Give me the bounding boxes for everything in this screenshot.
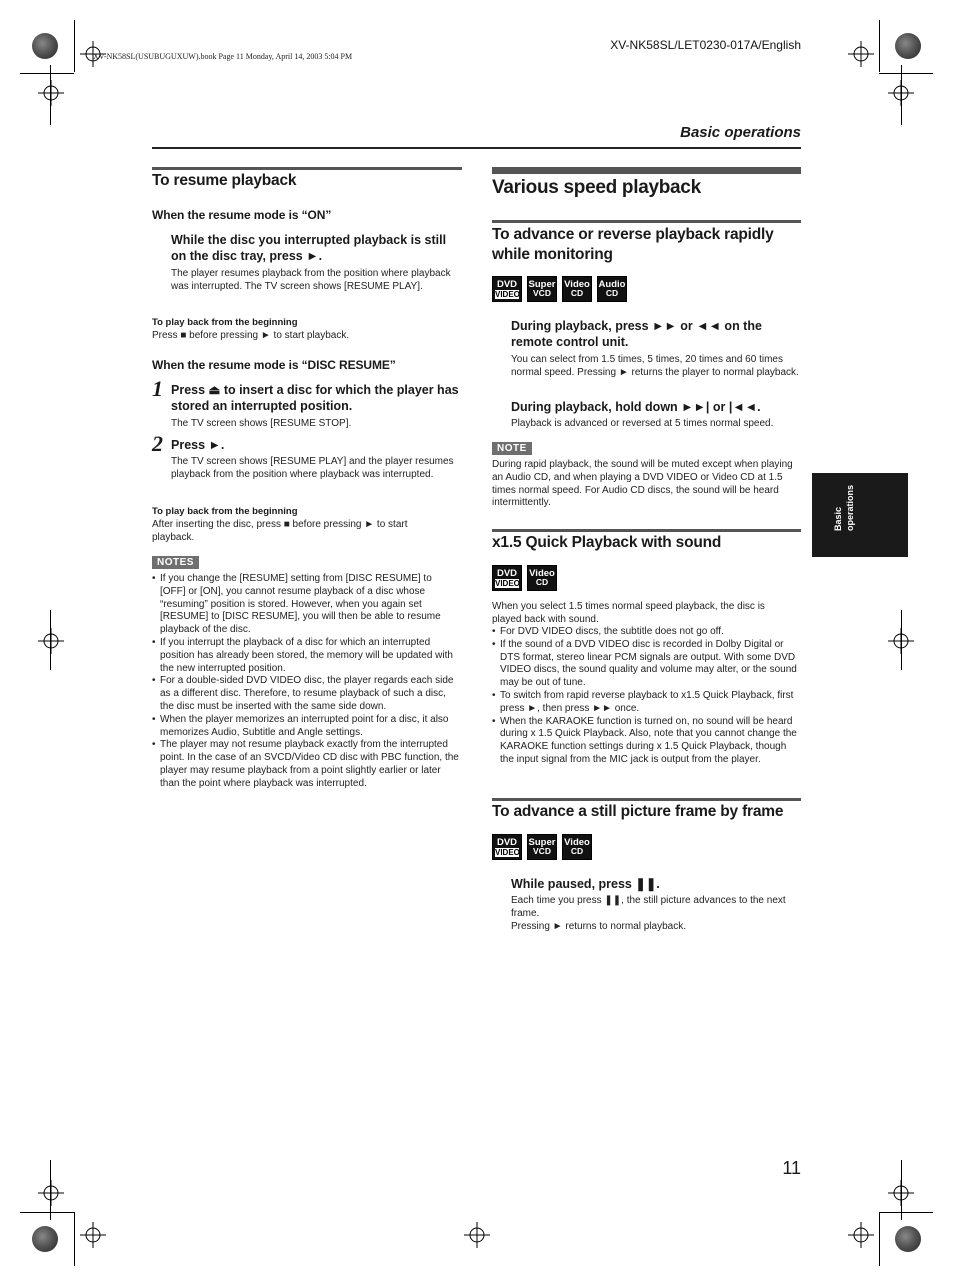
dvd-video-icon: DVD VIDEO — [492, 276, 522, 302]
list-item: • If the sound of a DVD VIDEO disc is recorded in Dolby Digital or DTS format, stereo linear PCM signals are output. With some DVD VIDEO discs, the sound quality and volume may alter, or the sound may be out of tune. — [492, 639, 801, 690]
registration-mark-icon — [888, 1180, 914, 1206]
side-tab-label: Basic operations — [833, 484, 855, 531]
still-step: While paused, press ❚❚. — [511, 877, 660, 891]
advance-step-1: During playback, press ►► or ◄◄ on the remote control unit. — [511, 319, 762, 349]
section-rule — [492, 529, 801, 532]
registration-mark-icon — [888, 628, 914, 654]
section-rule — [492, 220, 801, 223]
crop-mark — [879, 20, 880, 72]
beginning-heading-2: To play back from the beginning — [152, 506, 298, 517]
dvd-video-icon: DVD VIDEO — [492, 834, 522, 860]
beginning-body-1: Press ■ before pressing ► to start playback. — [152, 330, 350, 341]
registration-mark-icon — [848, 1222, 874, 1248]
step-1-text: Press ⏏ to insert a disc for which the player has stored an interrupted position. — [171, 383, 459, 413]
still-body-2: Pressing ► returns to normal playback. — [511, 921, 686, 932]
crop-mark — [20, 1212, 74, 1213]
note-badge: NOTE — [492, 442, 532, 455]
model-code: XV-NK58SL/LET0230-017A/English — [610, 38, 801, 52]
section-title: Basic operations — [680, 124, 801, 141]
registration-mark-icon — [848, 41, 874, 67]
registration-ball-icon — [32, 33, 58, 59]
resume-on-body: The player resumes playback from the position where playback was interrupted. The TV screen shows [RESUME PLAY]. — [171, 268, 451, 292]
advance-body-1: You can select from 1.5 times, 5 times, 20 times and 60 times normal speed. Pressing ► returns the player to normal playback. — [511, 354, 799, 378]
list-item: • When the player memorizes an interrupted point for a disc, it also memorizes Audio, Subtitle and Angle settings. — [152, 714, 460, 740]
beginning-body-2: After inserting the disc, press ■ before pressing ► to start playback. — [152, 519, 408, 543]
audio-cd-icon: Audio CD — [597, 276, 627, 302]
advance-reverse-title: To advance or reverse playback rapidly while monitoring — [492, 226, 774, 263]
resume-on-heading: When the resume mode is “ON” — [152, 208, 332, 222]
quick-intro: When you select 1.5 times normal speed playback, the disc is played back with sound. — [492, 601, 765, 625]
super-vcd-icon: Super VCD — [527, 276, 557, 302]
side-tab — [812, 473, 908, 557]
resume-title: To resume playback — [152, 172, 297, 189]
registration-mark-icon — [38, 628, 64, 654]
disc-icons-row — [492, 565, 557, 591]
disc-icons-row — [492, 834, 592, 860]
section-rule — [492, 798, 801, 801]
crop-mark — [20, 73, 74, 74]
crop-mark — [74, 1212, 75, 1266]
video-cd-icon: Video CD — [562, 276, 592, 302]
list-item: • When the KARAOKE function is turned on, no sound will be heard during x 1.5 Quick Playback. Also, note that you cannot change the KARAOKE function settings during x 1.5 Quick Playback, though the input signal from the MIC jack is output from the player. — [492, 716, 801, 767]
file-info-line: XV-NK58SL(USUBUGUXUW).book Page 11 Monday, April 14, 2003 5:04 PM — [93, 52, 353, 61]
notes-list — [152, 573, 460, 791]
various-speed-title: Various speed playback — [492, 177, 701, 198]
registration-mark-icon — [38, 80, 64, 106]
still-body-1: Each time you press ❚❚, the still picture advances to the next frame. — [511, 895, 786, 919]
list-item: • If you interrupt the playback of a disc for which an interrupted position has already been stored, the memory will be updated with the new interrupted position. — [152, 637, 460, 675]
list-item: • For a double-sided DVD VIDEO disc, the player regards each side as a different disc. Therefore, to resume playback of such a disc, the disc must be inserted with the same side down. — [152, 675, 460, 713]
notes-badge: NOTES — [152, 556, 199, 569]
advance-step-2: During playback, hold down ►►| or |◄◄. — [511, 400, 761, 414]
registration-mark-icon — [38, 1180, 64, 1206]
disc-resume-heading: When the resume mode is “DISC RESUME” — [152, 358, 396, 372]
registration-ball-icon — [32, 1226, 58, 1252]
list-item: • To switch from rapid reverse playback to x1.5 Quick Playback, first press ►, then press ►► once. — [492, 690, 801, 716]
list-item: • The player may not resume playback exactly from the interrupted point. In the case of an SVCD/Video CD disc with PBC function, the player may resume playback from a point slightly earlier or later than the point where playback was interrupted. — [152, 739, 460, 790]
advance-body-2: Playback is advanced or reversed at 5 times normal speed. — [511, 418, 774, 429]
resume-on-step: While the disc you interrupted playback is still on the disc tray, press ►. — [171, 233, 447, 263]
still-frame-title: To advance a still picture frame by frame — [492, 803, 784, 820]
list-item: • For DVD VIDEO discs, the subtitle does not go off. — [492, 626, 801, 639]
step-1-body: The TV screen shows [RESUME STOP]. — [171, 418, 352, 429]
crop-mark — [879, 1212, 933, 1213]
video-cd-icon: Video CD — [527, 565, 557, 591]
crop-mark — [879, 73, 933, 74]
video-cd-icon: Video CD — [562, 834, 592, 860]
registration-ball-icon — [895, 1226, 921, 1252]
step-number-2: 2 — [152, 431, 163, 456]
step-2-body: The TV screen shows [RESUME PLAY] and the player resumes playback from the position where playback was interrupted. — [171, 456, 454, 480]
quick-bullets — [492, 626, 801, 767]
crop-mark — [879, 1212, 880, 1266]
dvd-video-icon: DVD VIDEO — [492, 565, 522, 591]
step-number-1: 1 — [152, 376, 163, 401]
list-item: • If you change the [RESUME] setting from [DISC RESUME] to [OFF] or [ON], you cannot resume playback of a disc whose “resuming” position is stored. However, when you again set [RESUME] to [DISC RESUME], you will then be able to resume playback of the disc. — [152, 573, 460, 637]
registration-ball-icon — [895, 33, 921, 59]
registration-mark-icon — [888, 80, 914, 106]
section-rule — [492, 167, 801, 174]
page-number: 11 — [782, 1158, 801, 1178]
note-body: During rapid playback, the sound will be muted except when playing an Audio CD, and when playing a DVD VIDEO or Video CD at 1.5 times normal speed. For Audio CD discs, the sound will be heard intermittently. — [492, 459, 793, 509]
quick-playback-title: x1.5 Quick Playback with sound — [492, 534, 722, 551]
super-vcd-icon: Super VCD — [527, 834, 557, 860]
header-rule — [152, 147, 801, 149]
disc-icons-row — [492, 276, 627, 302]
registration-mark-icon — [464, 1222, 490, 1248]
beginning-heading-1: To play back from the beginning — [152, 317, 298, 328]
step-2-text: Press ►. — [171, 438, 225, 452]
section-rule — [152, 167, 462, 170]
registration-mark-icon — [80, 1222, 106, 1248]
crop-mark — [74, 20, 75, 72]
